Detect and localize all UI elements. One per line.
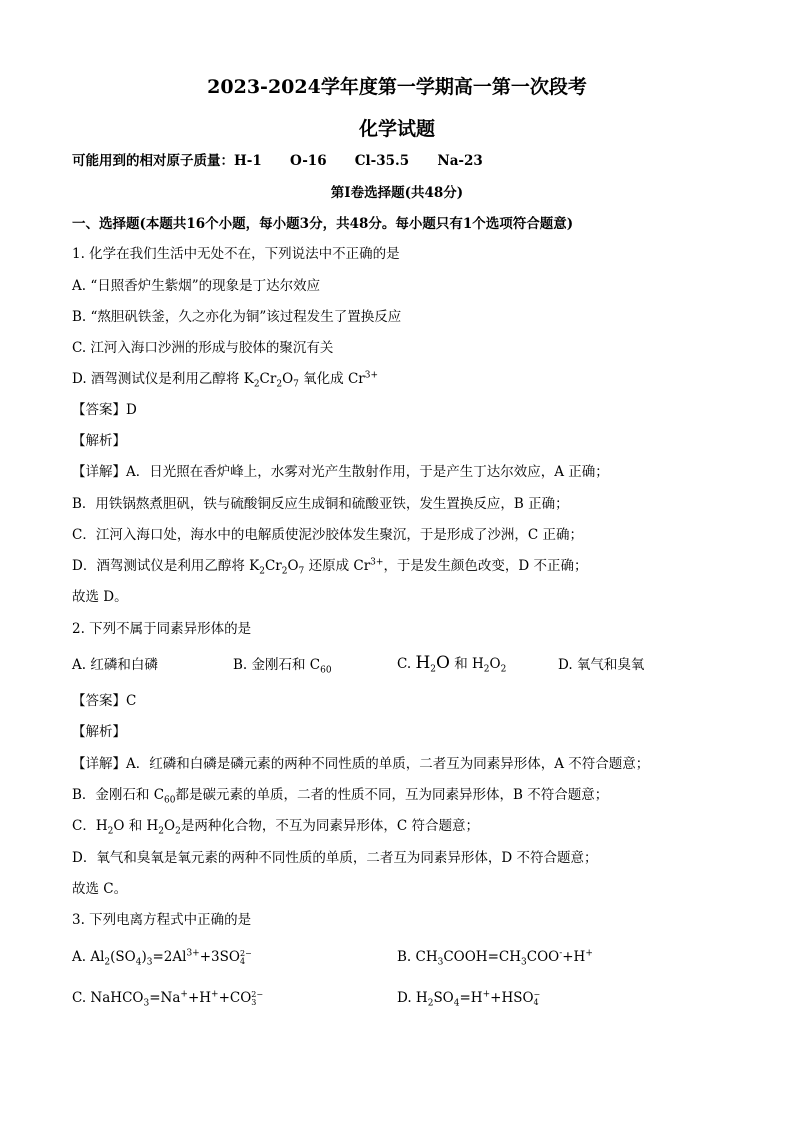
q3-c-ion-charge: [251, 991, 263, 1007]
q3-a-sup: 3+: [186, 948, 200, 959]
q3-d-sub: 4: [453, 998, 460, 1009]
exam-title: 2023-2024学年度第一学期高一第一次段考: [207, 76, 587, 98]
q2-option-b: [233, 656, 332, 674]
q3-a-text: A. Al: [72, 949, 105, 965]
section-title: 第I卷选择题(共48分): [330, 185, 464, 201]
q3-a-text: =2Al: [152, 949, 187, 965]
q1-d-text: 氧化成 Cr: [298, 371, 365, 387]
q3-d-text: +HSO: [490, 990, 534, 1006]
q3-d-charge: −: [533, 989, 541, 999]
q3-option-c: [72, 989, 263, 1007]
subject-title: 化学试题: [358, 118, 435, 140]
q1-analysis-label: 【解析】: [72, 433, 126, 449]
q3-option-a: [72, 948, 252, 966]
q1-detail-d-sub: 7: [298, 566, 305, 577]
atomic-masses: [72, 152, 483, 170]
q2-detail-b: [72, 786, 608, 804]
q2-detail-c-sub: 2: [158, 826, 165, 837]
q1-option-d: [72, 370, 378, 388]
q3-b-text: COOH=CH: [443, 949, 521, 965]
q3-c-text: C. NaHCO: [72, 990, 144, 1006]
q3-d-text: D. H: [397, 990, 428, 1006]
q1-detail-d-text: Cr: [264, 558, 282, 574]
q2-option-c: [397, 654, 506, 673]
q1-conclusion: 故选 D。: [72, 589, 128, 605]
q3-b-text: COO: [526, 949, 560, 965]
q2-conclusion: 故选 C。: [72, 881, 128, 897]
q2-b-text: B. 金刚石和 C: [233, 657, 321, 673]
q1-d-text: Cr: [259, 371, 277, 387]
q3-a-sub: 4: [135, 957, 142, 968]
q1-detail-a: 【详解】A．日光照在香炉峰上，水雾对光产生散射作用，于是产生丁达尔效应，A 正确；: [72, 464, 609, 480]
q2-c-sub: 2: [483, 664, 490, 675]
q3-c-sup: +: [180, 989, 188, 1000]
q2-option-d: D. 氧气和臭氧: [558, 657, 645, 673]
q2-detail-b-sub: 60: [164, 795, 176, 806]
q2-detail-c-text: C．H: [72, 818, 108, 834]
q2-detail-c-text: 是两种化合物，不互为同素异形体，C 符合题意；: [180, 818, 479, 834]
q3-option-d: [397, 989, 540, 1007]
q1-option-a: A. “日照香炉生紫烟”的现象是丁达尔效应: [72, 278, 321, 294]
q1-option-b: B. “熬胆矾铁釜，久之亦化为铜”该过程发生了置换反应: [72, 309, 402, 325]
q2-detail-c-text: O 和 H: [113, 818, 159, 834]
q3-a-text: ): [141, 949, 147, 965]
q2-detail-b-text: B．金刚石和 C: [72, 787, 165, 803]
q3-b-sup: +: [585, 948, 593, 959]
q3-a-text: (SO: [110, 949, 136, 965]
q1-detail-d-text: D．酒驾测试仪是利用乙醇将 K: [72, 558, 260, 574]
q1-detail-d-sub: 2: [259, 566, 265, 577]
q3-d-ion-charge: [534, 991, 541, 1007]
q2-answer: 【答案】C: [72, 693, 137, 709]
q2-c-text: O: [489, 656, 501, 672]
q3-d-index: 4: [533, 997, 539, 1007]
part-title: 一、选择题(本题共16个小题，每小题3分，共48分。每小题只有1个选项符合题意): [72, 216, 574, 232]
q1-d-text: O: [282, 371, 294, 387]
q3-b-sub: 3: [437, 957, 444, 968]
q3-c-sub: 3: [143, 998, 150, 1009]
q1-detail-d-text: O: [287, 558, 299, 574]
q3-b-text: B. CH: [397, 949, 438, 965]
q1-d-sub: 7: [293, 379, 299, 390]
q1-detail-c: C．江河入海口处，海水中的电解质使泥沙胶体发生聚沉，于是形成了沙洲，C 正确；: [72, 527, 583, 543]
q1-d-sup: 3+: [364, 370, 379, 381]
q1-detail-d: [72, 557, 588, 575]
q3-a-text: +3SO: [199, 949, 240, 965]
q3-c-index: 3: [251, 997, 257, 1007]
q3-c-text: +CO: [218, 990, 252, 1006]
q2-analysis-label: 【解析】: [72, 724, 126, 740]
q1-detail-b: B．用铁锅熬煮胆矾，铁与硫酸铜反应生成铜和硫酸亚铁，发生置换反应，B 正确；: [72, 496, 569, 512]
q3-a-charge: 2−: [239, 948, 252, 958]
q2-b-sub: 60: [320, 665, 332, 676]
q1-d-sub: 2: [253, 379, 260, 390]
q3-a-sub: 3: [146, 957, 153, 968]
q2-detail-c-sub: 2: [107, 826, 114, 837]
q2-detail-d: D．氧气和臭氧是氧元素的两种不同性质的单质，二者互为同素异形体，D 不符合题意；: [72, 850, 598, 866]
q3-c-text: +H: [187, 990, 212, 1006]
q1-option-c: C. 江河入海口沙洲的形成与胶体的聚沉有关: [72, 340, 334, 356]
q1-detail-d-sup: 3+: [370, 557, 384, 568]
q2-c-text: C.: [397, 656, 412, 672]
q2-c-text: 和 H: [449, 656, 484, 672]
q2-detail-b-text: 都是碳元素的单质，二者的性质不同，互为同素异形体，B 不符合题意；: [175, 787, 609, 803]
q2-detail-c-text: O: [164, 818, 176, 834]
q1-answer: 【答案】D: [72, 402, 137, 418]
q3-option-b: [397, 948, 593, 966]
q3-b-text: +H: [562, 949, 586, 965]
q3-c-charge: 2−: [251, 989, 264, 999]
q3-d-sub: 2: [427, 998, 434, 1009]
q1-detail-d-text: ，于是发生颜色改变，D 不正确；: [383, 558, 588, 574]
q3-a-index: 4: [239, 956, 246, 966]
q3-b-sup: -: [559, 948, 563, 959]
q3-a-ion-charge: [240, 950, 252, 966]
q3-d-sup: +: [482, 989, 491, 1000]
q3-a-sub: 2: [104, 957, 111, 968]
q2-detail-c: [72, 817, 479, 835]
q2-detail-c-sub: 2: [175, 826, 181, 837]
q1-d-text: D. 酒驾测试仪是利用乙醇将 K: [72, 371, 254, 387]
q2-c-sub: 2: [430, 664, 436, 675]
q1-detail-d-sub: 2: [281, 566, 288, 577]
q1-detail-d-text: 还原成 Cr: [304, 558, 371, 574]
q3-stem: 3. 下列电离方程式中正确的是: [72, 912, 252, 928]
q3-d-text: =H: [459, 990, 483, 1006]
q3-c-text: =Na: [149, 990, 181, 1006]
q2-detail-a: 【详解】A．红磷和白磷是磷元素的两种不同性质的单质，二者互为同素异形体，A 不符合题意；: [72, 756, 650, 772]
q3-d-text: SO: [433, 990, 454, 1006]
q2-c-sub: 2: [500, 664, 507, 675]
q2-c-text: H: [415, 653, 431, 673]
q1-stem: 1. 化学在我们生活中无处不在，下列说法中不正确的是: [72, 246, 400, 262]
q1-d-sub: 2: [276, 379, 283, 390]
q2-option-a: A. 红磷和白磷: [72, 657, 158, 673]
q3-c-sup: +: [211, 989, 219, 1000]
q2-c-text: O: [436, 653, 450, 673]
q2-stem: 2. 下列不属于同素异形体的是: [72, 621, 252, 637]
q3-b-sub: 3: [521, 957, 527, 968]
atomic-masses-text: 可能用到的相对原子质量：H-1 O-16 Cl-35.5 Na-23: [72, 153, 483, 169]
